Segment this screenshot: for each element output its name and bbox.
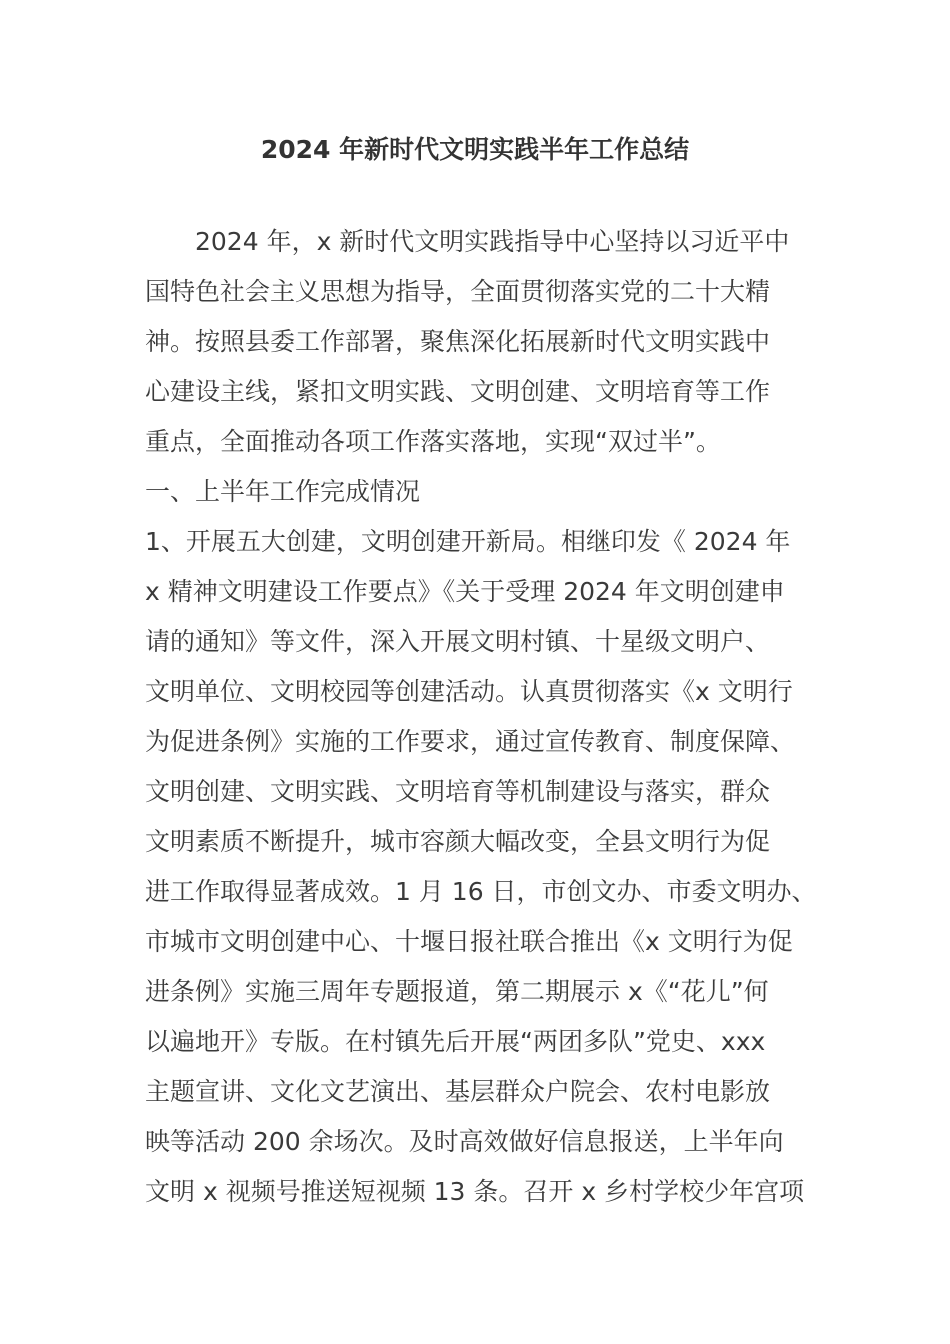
paragraph-line: 以遍地开》专版。在村镇先后开展“两团多队”党史、xxx	[145, 1027, 766, 1056]
paragraph-line: 市城市文明创建中心、十堰日报社联合推出《x 文明行为促	[145, 927, 793, 956]
paragraph-line: 文明单位、文明校园等创建活动。认真贯彻落实《x 文明行	[145, 677, 793, 706]
paragraph-line: 请的通知》等文件，深入开展文明村镇、十星级文明户、	[145, 627, 771, 656]
paragraph-line: 进工作取得显著成效。1 月 16 日，市创文办、市委文明办、	[145, 877, 817, 906]
section-heading: 一、上半年工作完成情况	[145, 477, 421, 506]
paragraph-line: 映等活动 200 余场次。及时高效做好信息报送，上半年向	[145, 1127, 784, 1156]
paragraph-line: 神。按照县委工作部署，聚焦深化拓展新时代文明实践中	[145, 327, 771, 356]
paragraph-line: 进条例》实施三周年专题报道，第二期展示 x《“花儿”何	[145, 977, 769, 1006]
paragraph-line: 文明素质不断提升，城市容颜大幅改变，全县文明行为促	[145, 827, 771, 856]
paragraph-line: 国特色社会主义思想为指导，全面贯彻落实党的二十大精	[145, 277, 771, 306]
paragraph-line: 心建设主线，紧扣文明实践、文明创建、文明培育等工作	[145, 377, 771, 406]
paragraph-line: 1、开展五大创建，文明创建开新局。相继印发《 2024 年	[145, 527, 791, 556]
paragraph-line: 文明 x 视频号推送短视频 13 条。召开 x 乡村学校少年宫项	[145, 1177, 805, 1206]
paragraph-line: 主题宣讲、文化文艺演出、基层群众户院会、农村电影放	[145, 1077, 771, 1106]
document-title: 2024 年新时代文明实践半年工作总结	[260, 135, 690, 164]
paragraph-line: 文明创建、文明实践、文明培育等机制建设与落实，群众	[145, 777, 771, 806]
paragraph-line: 重点，全面推动各项工作落实落地，实现“双过半”。	[145, 427, 721, 456]
paragraph-line: 为促进条例》实施的工作要求，通过宣传教育、制度保障、	[145, 727, 796, 756]
document-body	[145, 217, 815, 1217]
paragraph-line: 2024 年，x 新时代文明实践指导中心坚持以习近平中	[195, 227, 790, 256]
paragraph-line: x 精神文明建设工作要点》《关于受理 2024 年文明创建申	[145, 577, 785, 606]
